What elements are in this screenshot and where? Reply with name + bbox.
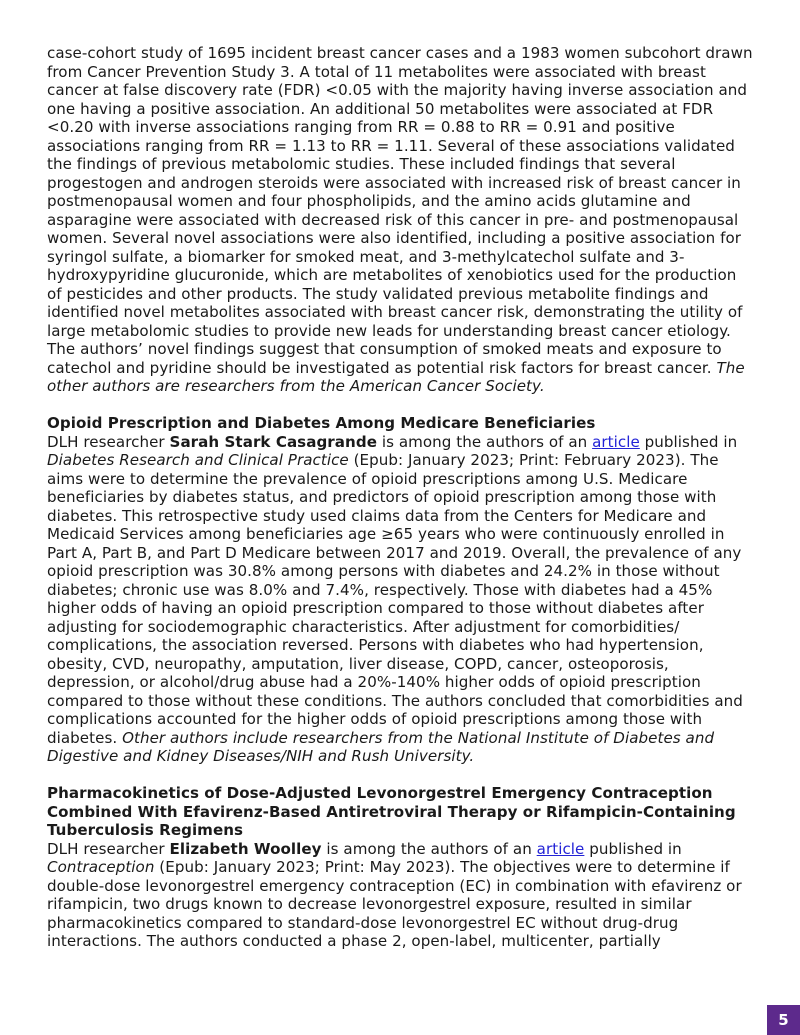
journal-name: Diabetes Research and Clinical Practice <box>47 451 349 469</box>
intro-text: case-cohort study of 1695 incident breast cancer cases and a 1983 women subcohort drawn from Cancer Prevention Study 3. A total of 11 metabolites were associated with breast cancer at false discovery rate (FDR) <0.05 with the majority having inverse association and one having a positive association. An additional 50 metabolites were associated at FDR <0.20 with inverse associations ranging from RR = 0.88 to RR = 0.91 and positive associations ranging from RR = 1.13 to RR = 1.11. Several of these associations validated the findings of previous metabolomic studies. These included findings that several progestogen and androgen steroids were associated with increased risk of breast cancer in postmenopausal women and four phospholipids, and the amino acids glutamine and asparagine were associated with decreased risk of this cancer in pre- and postmenopausal women. Several novel associations were also identified, including a positive association for syringol sulfate, a biomarker for smoked meat, and 3-methylcatechol sulfate and 3-hydroxypyridine glucuronide, which are metabolites of xenobiotics used for the production of pesticides and other products. The study validated previous metabolite findings and identified novel metabolites associated with breast cancer risk, demonstrating the utility of large metabolomic studies to provide new leads for understanding breast cancer etiology. The authors’ novel findings suggest that consumption of smoked meats and exposure to catechol and pyridine should be investigated as potential risk factors for breast cancer. <box>47 44 753 377</box>
article-body <box>47 44 753 951</box>
article-link[interactable]: article <box>592 432 640 451</box>
mid-text: is among the authors of an <box>321 839 537 858</box>
section-heading-pharmacokinetics: Pharmacokinetics of Dose-Adjusted Levonorgestrel Emergency Contraception Combined With Efavirenz-Based Antiretroviral Therapy or Rifampicin-Containing Tuberculosis Regimens <box>47 784 736 839</box>
page-number-badge: 5 <box>767 1005 800 1035</box>
section-heading-opioid: Opioid Prescription and Diabetes Among Medicare Beneficiaries <box>47 414 596 432</box>
after-link-text: published in <box>639 432 738 451</box>
article-link[interactable]: article <box>536 839 585 858</box>
section-paragraph-opioid <box>47 433 753 766</box>
body-text: (Epub: January 2023; Print: February 2023). The aims were to determine the prevalence of opioid prescriptions among U.S. Medicare beneficiaries by diabetes status, and predictors of opioid prescription among those with diabetes. This retrospective study used claims data from the Centers for Medicare and Medicaid Services among beneficiaries age ≥65 years who were continuously enrolled in Part A, Part B, and Part D Medicare between 2017 and 2019. Overall, the prevalence of any opioid prescription was 30.8% among persons with diabetes and 24.2% in those without diabetes; chronic use was 8.0% and 7.4%, respectively. Those with diabetes had a 45% higher odds of having an opioid prescription compared to those without diabetes after adjusting for sociodemographic characteristics. After adjustment for comorbidities/ complications, the association reversed. Persons with diabetes who had hypertension, obesity, CVD, neuropathy, amputation, liver disease, COPD, cancer, osteoporosis, depression, or alcohol/drug abuse had a 20%-140% higher odds of opioid prescription compared to those without these conditions. The authors concluded that comorbidities and complications accounted for the higher odds of opioid prescriptions among those with diabetes. <box>47 451 743 747</box>
journal-name: Contraception <box>47 858 155 876</box>
intro-paragraph <box>47 44 753 396</box>
author-name: Sarah Stark Casagrande <box>169 432 377 451</box>
after-link-text: published in <box>584 839 682 858</box>
author-name: Elizabeth Woolley <box>169 839 322 858</box>
lead-text: DLH researcher <box>47 839 170 858</box>
mid-text: is among the authors of an <box>376 432 593 451</box>
section-paragraph-pharmacokinetics <box>47 840 753 951</box>
section-spacer <box>47 396 753 415</box>
section-spacer <box>47 766 753 785</box>
author-note: Other authors include researchers from the National Institute of Diabetes and Digestive and Kidney Diseases/NIH and Rush University. <box>47 728 715 765</box>
lead-text: DLH researcher <box>47 432 170 451</box>
intro-author-note: The other authors are researchers from the American Cancer Society. <box>47 358 745 395</box>
body-text: (Epub: January 2023; Print: May 2023). The objectives were to determine if double-dose levonorgestrel emergency contraception (EC) in combination with efavirenz or rifampicin, two drugs known to decrease levonorgestrel exposure, resulted in similar pharmacokinetics compared to standard-dose levonorgestrel EC without drug-drug interactions. The authors conducted a phase 2, open-label, multicenter, partially <box>47 858 742 950</box>
